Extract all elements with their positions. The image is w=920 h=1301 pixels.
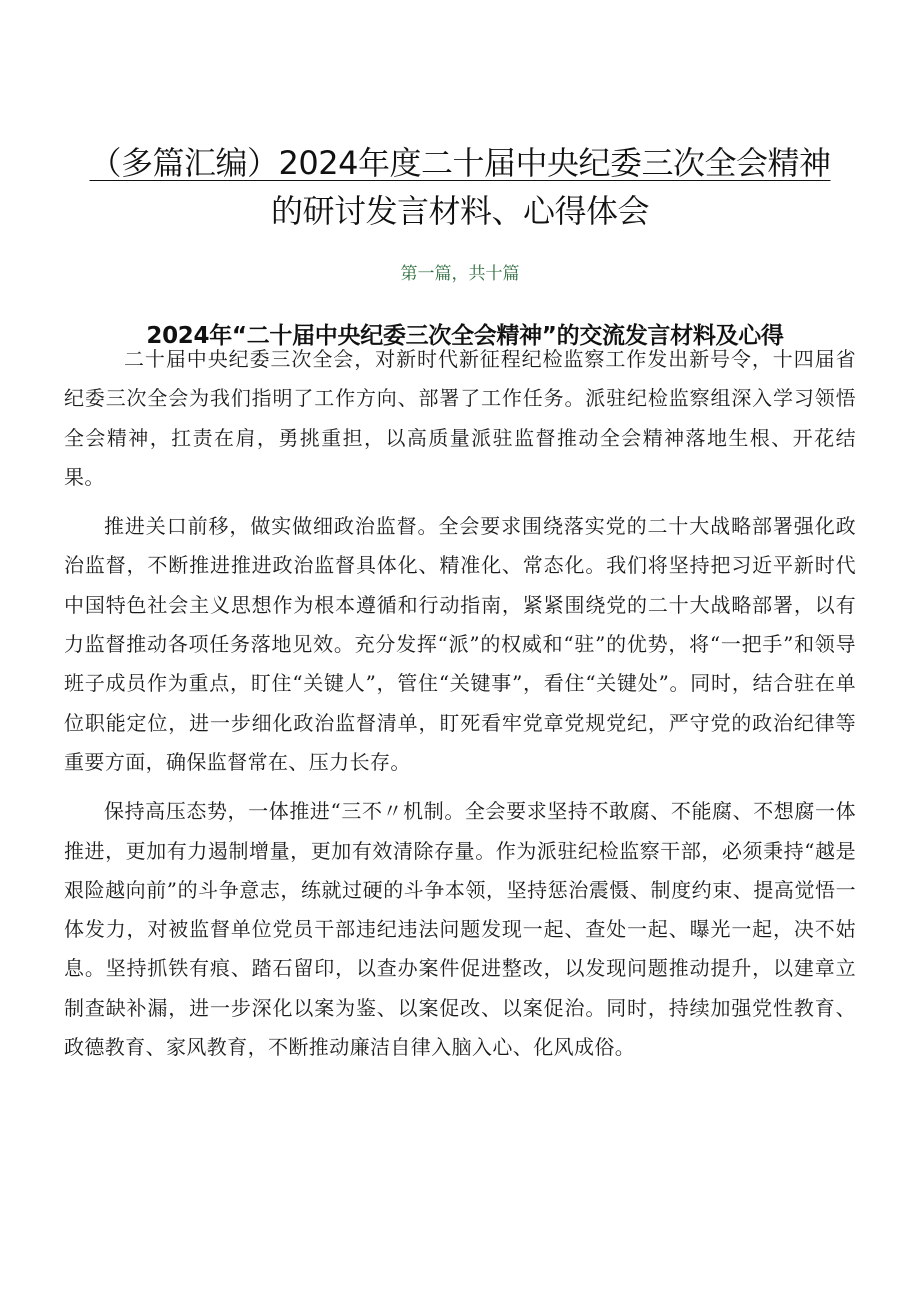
document-title-line-1: （多篇汇编）2024年度二十届中央纪委三次全会精神 <box>89 144 831 183</box>
article-title: 2024年“二十届中央纪委三次全会精神”的交流发言材料及心得 <box>146 323 784 350</box>
paragraph: 推进关口前移，做实做细政治监督。全会要求围绕落实党的二十大战略部署强化政治监督，不断推进推进政治监督具体化、精准化、常态化。我们将坚持把习近平新时代中国特色社会主义思想作为根本遵循和行动指南，紧紧围绕党的二十大战略部署，以有力监督推动各项任务落地见效。充分发挥“派”的权威和“驻”的优势，将“一把手”和领导班子成员作为重点，盯住“关键人”，管住“关键事”，看住“关键处”。同时，结合驻在单位职能定位，进一步细化政治监督清单，盯死看牢党章党规党纪，严守党的政治纪律等重要方面，确保监督常在、压力长存。 <box>64 514 856 774</box>
part-label: 第一篇，共十篇 <box>400 264 520 284</box>
paragraph: 二十届中央纪委三次全会，对新时代新征程纪检监察工作发出新号令，十四届省纪委三次全会为我们指明了工作方向、部署了工作任务。派驻纪检监察组深入学习领悟全会精神，扛责在肩，勇挑重担，以高质量派驻监督推动全会精神落地生根、开花结果。 <box>64 347 856 489</box>
document-title <box>70 139 850 235</box>
paragraph: 保持高压态势，一体推进“三不〃机制。全会要求坚持不敢腐、不能腐、不想腐一体推进，更加有力遏制增量，更加有效清除存量。作为派驻纪检监察干部，必须秉持“越是艰险越向前”的斗争意志，练就过硬的斗争本领，坚持惩治震慑、制度约束、提高觉悟一体发力，对被监督单位党员干部违纪违法问题发现一起、查处一起、曝光一起，决不姑息。坚持抓铁有痕、踏石留印，以查办案件促进整改，以发现问题推动提升，以建章立制查缺补漏，进一步深化以案为鉴、以案促改、以案促治。同时，持续加强党性教育、政德教育、家风教育，不断推动廉洁自律入脑入心、化风成俗。 <box>64 799 856 1060</box>
document-title-line-2: 的研讨发言材料、心得体会 <box>270 192 649 231</box>
article-body <box>64 340 856 1077</box>
